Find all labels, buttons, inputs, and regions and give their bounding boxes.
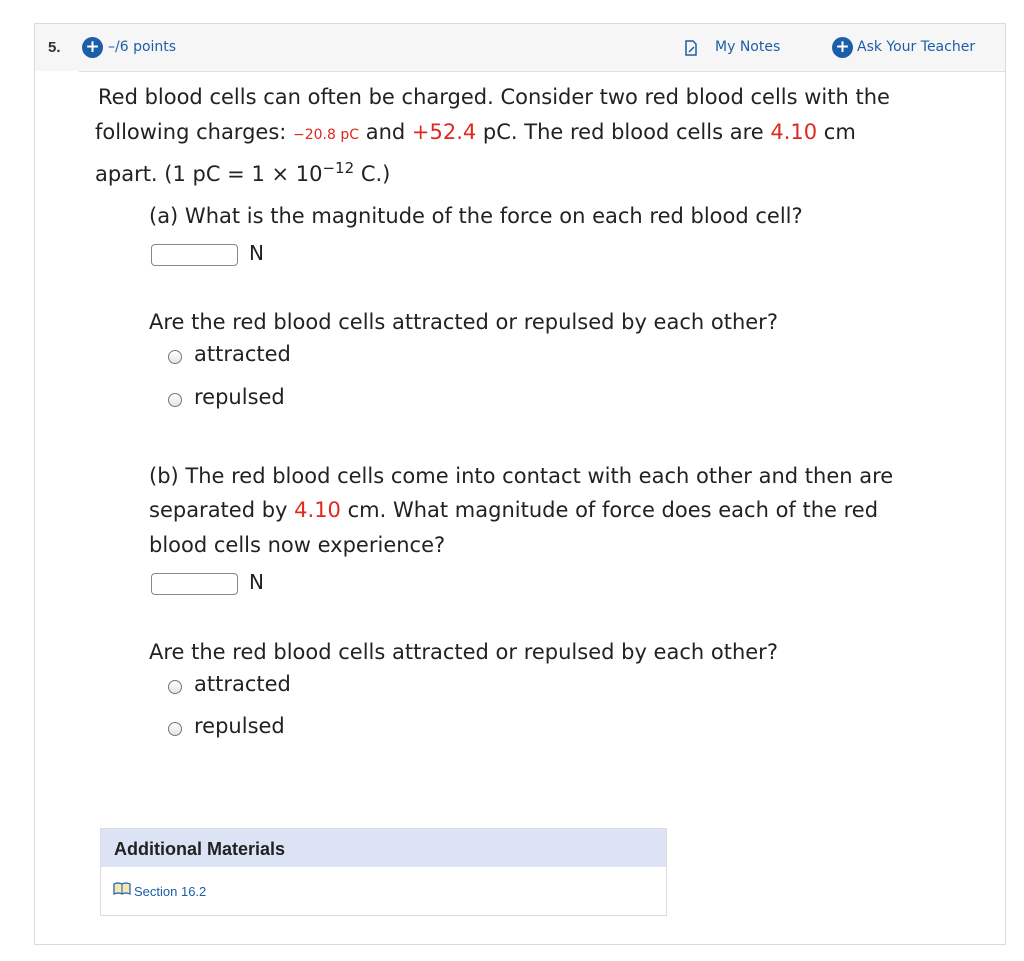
book-icon[interactable] [113,882,131,895]
notes-icon[interactable] [684,40,698,56]
part-a-prompt: (a) What is the magnitude of the force on each red blood cell? [149,204,803,228]
left-margin [35,71,79,944]
part-a-repulsed-radio[interactable] [168,393,182,407]
part-b-repulsed-radio[interactable] [168,722,182,736]
part-b-text: separated by [149,498,295,522]
part-b-line-2 [149,493,878,528]
section-link[interactable]: Section 16.2 [134,884,207,899]
part-b-text: cm. What magnitude of force does each of the red [340,498,879,522]
part-b-repulsed-label[interactable]: repulsed [194,714,285,738]
part-a-unit: N [249,241,264,265]
part-a-followup: Are the red blood cells attracted or repulsed by each other? [149,310,778,334]
intro-text: apart. (1 pC = 1 × 10 [95,162,323,186]
ask-teacher-link[interactable]: Ask Your Teacher [857,39,976,55]
additional-materials-title: Additional Materials [114,839,286,859]
charge-2-value: +52.4 [411,120,477,144]
intro-line-1: Red blood cells can often be charged. Consider two red blood cells with the [98,85,890,109]
intro-text: following charges: [95,120,294,144]
part-a-attracted-label[interactable]: attracted [194,342,291,366]
part-b-line-3: blood cells now experience? [149,533,446,557]
part-b-followup: Are the red blood cells attracted or repulsed by each other? [149,640,778,664]
intro-text: and [359,120,412,144]
intro-text: pC. The red blood cells are [476,120,771,144]
intro-line-3 [95,157,390,192]
part-b-answer-input[interactable] [151,573,238,595]
part-a-attracted-radio[interactable] [168,350,182,364]
my-notes-link[interactable]: My Notes [715,39,781,55]
question-number: 5. [48,39,61,56]
part-b-line-1: (b) The red blood cells come into contact with each other and then are [149,464,894,488]
part-b-attracted-radio[interactable] [168,680,182,694]
distance-value: 4.10 [770,120,818,144]
additional-materials-panel [100,828,667,916]
question-header [35,24,1005,72]
exponent: −12 [322,159,355,177]
intro-text: C.) [354,162,391,186]
part-b-attracted-label[interactable]: attracted [194,672,291,696]
ask-teacher-icon[interactable]: + [832,37,853,58]
intro-line-2 [95,115,856,153]
part-a-answer-input[interactable] [151,244,238,266]
part-b-distance-value: 4.10 [294,498,341,522]
points-label[interactable]: –/6 points [108,39,177,55]
intro-text: cm [817,120,856,144]
charge-1-value: −20.8 pC [293,127,360,143]
part-b-unit: N [249,570,264,594]
expand-points-icon[interactable]: + [82,37,103,58]
part-a-repulsed-label[interactable]: repulsed [194,385,285,409]
additional-materials-header [101,829,666,867]
